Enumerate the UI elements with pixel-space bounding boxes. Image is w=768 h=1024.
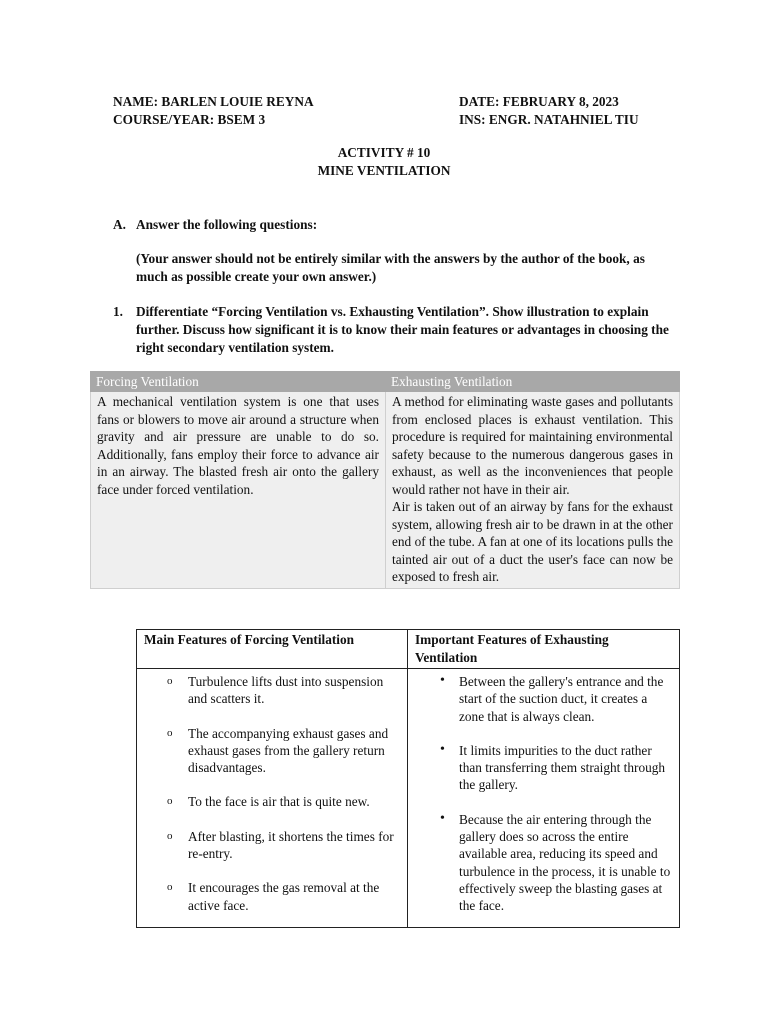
section-a-label: Answer the following questions:	[136, 217, 318, 232]
exhausting-features-cell	[408, 669, 680, 928]
list-item: • Between the gallery's entrance and the start of the suction duct, it creates a zone that is always clean.	[440, 673, 664, 724]
forcing-features-list	[143, 673, 401, 914]
question-1-number: 1.	[113, 304, 123, 319]
instruction-note: (Your answer should not be entirely similar with the answers by the author of the book, as much as possible create your own answer.)	[136, 251, 645, 284]
open-circle-bullet-icon: o	[167, 829, 173, 842]
student-name: NAME: BARLEN LOUIE REYNA	[113, 94, 314, 109]
comparison-header-row	[91, 372, 680, 392]
list-item: o After blasting, it shortens the times for re-entry.	[167, 828, 394, 862]
solid-bullet-icon: •	[440, 673, 445, 688]
solid-bullet-icon: •	[440, 741, 445, 757]
list-item: o The accompanying exhaust gases and exhaust gases from the gallery return disadvantages.	[167, 725, 389, 776]
list-item: • Because the air entering through the gallery does so across the entire available area, reducing its speed and turbulence in the process, it is unable to effectively sweep the blasting gases at the face.	[440, 810, 671, 914]
list-item: o It encourages the gas removal at the active face.	[167, 880, 380, 913]
forcing-features-cell	[137, 669, 408, 928]
open-circle-bullet-icon: o	[167, 675, 173, 687]
exhausting-text-2: Air is taken out of an airway by fans for the exhaust system, allowing fresh air to be drawn in at the other end of the tube. A fan at one of its locations pulls the tainted air out of a duct the user's face can now be exposed to fresh air.	[392, 499, 673, 584]
solid-bullet-icon: •	[440, 810, 445, 826]
date-instructor	[459, 93, 639, 129]
course-year: COURSE/YEAR: BSEM 3	[113, 112, 266, 127]
exhausting-text-1: A method for eliminating waste gases and pollutants from enclosed places is exhaust ventilation. This procedure is required for maintaining environmental safety because to the numerous dangerous gases in exhaust, as well as the inconveniences that people would rather not have in their air.	[392, 394, 673, 497]
activity-subject: MINE VENTILATION	[317, 163, 451, 178]
comparison-table	[90, 371, 680, 589]
question-1-text: Differentiate “Forcing Ventilation vs. Exhausting Ventilation”. Show illustration to explain further. Discuss how significant it is to know their main features or advantages in choosing the right secondary ventilation system.	[136, 304, 669, 355]
list-item: • It limits impurities to the duct rather than transferring them straight through the gallery.	[440, 741, 666, 793]
exhausting-features-list	[414, 673, 673, 915]
comparison-body-row	[91, 392, 680, 589]
date-label: DATE: FEBRUARY 8, 2023	[459, 94, 619, 109]
list-item: o To the face is air that is quite new.	[167, 794, 370, 810]
forcing-header: Forcing Ventilation	[91, 372, 386, 392]
instructor-label: INS: ENGR. NATAHNIEL TIU	[459, 112, 639, 127]
exhausting-features-header: Important Features of Exhausting Ventilation	[408, 630, 680, 669]
features-body-row	[137, 669, 680, 928]
activity-number: ACTIVITY # 10	[337, 145, 431, 160]
section-a-heading	[113, 217, 317, 233]
open-circle-bullet-icon: o	[167, 881, 173, 894]
question-1	[113, 303, 678, 357]
exhausting-description	[386, 392, 680, 589]
features-header-row	[137, 630, 680, 669]
exhausting-header: Exhausting Ventilation	[386, 372, 680, 392]
page-title	[0, 144, 768, 180]
list-item: o Turbulence lifts dust into suspension and scatters it.	[167, 674, 384, 707]
forcing-description	[91, 392, 386, 589]
student-info	[113, 93, 314, 129]
open-circle-bullet-icon: o	[167, 795, 173, 808]
forcing-text: A mechanical ventilation system is one that uses fans or blowers to move air around a structure when gravity and air pressure are unable to do so. Additionally, fans employ their force to advance air in an airway. The blasted fresh air onto the gallery face under forced ventilation.	[97, 394, 379, 497]
open-circle-bullet-icon: o	[167, 726, 173, 739]
features-table	[136, 629, 680, 928]
forcing-features-header: Main Features of Forcing Ventilation	[137, 630, 408, 669]
section-a-marker: A.	[113, 217, 126, 232]
